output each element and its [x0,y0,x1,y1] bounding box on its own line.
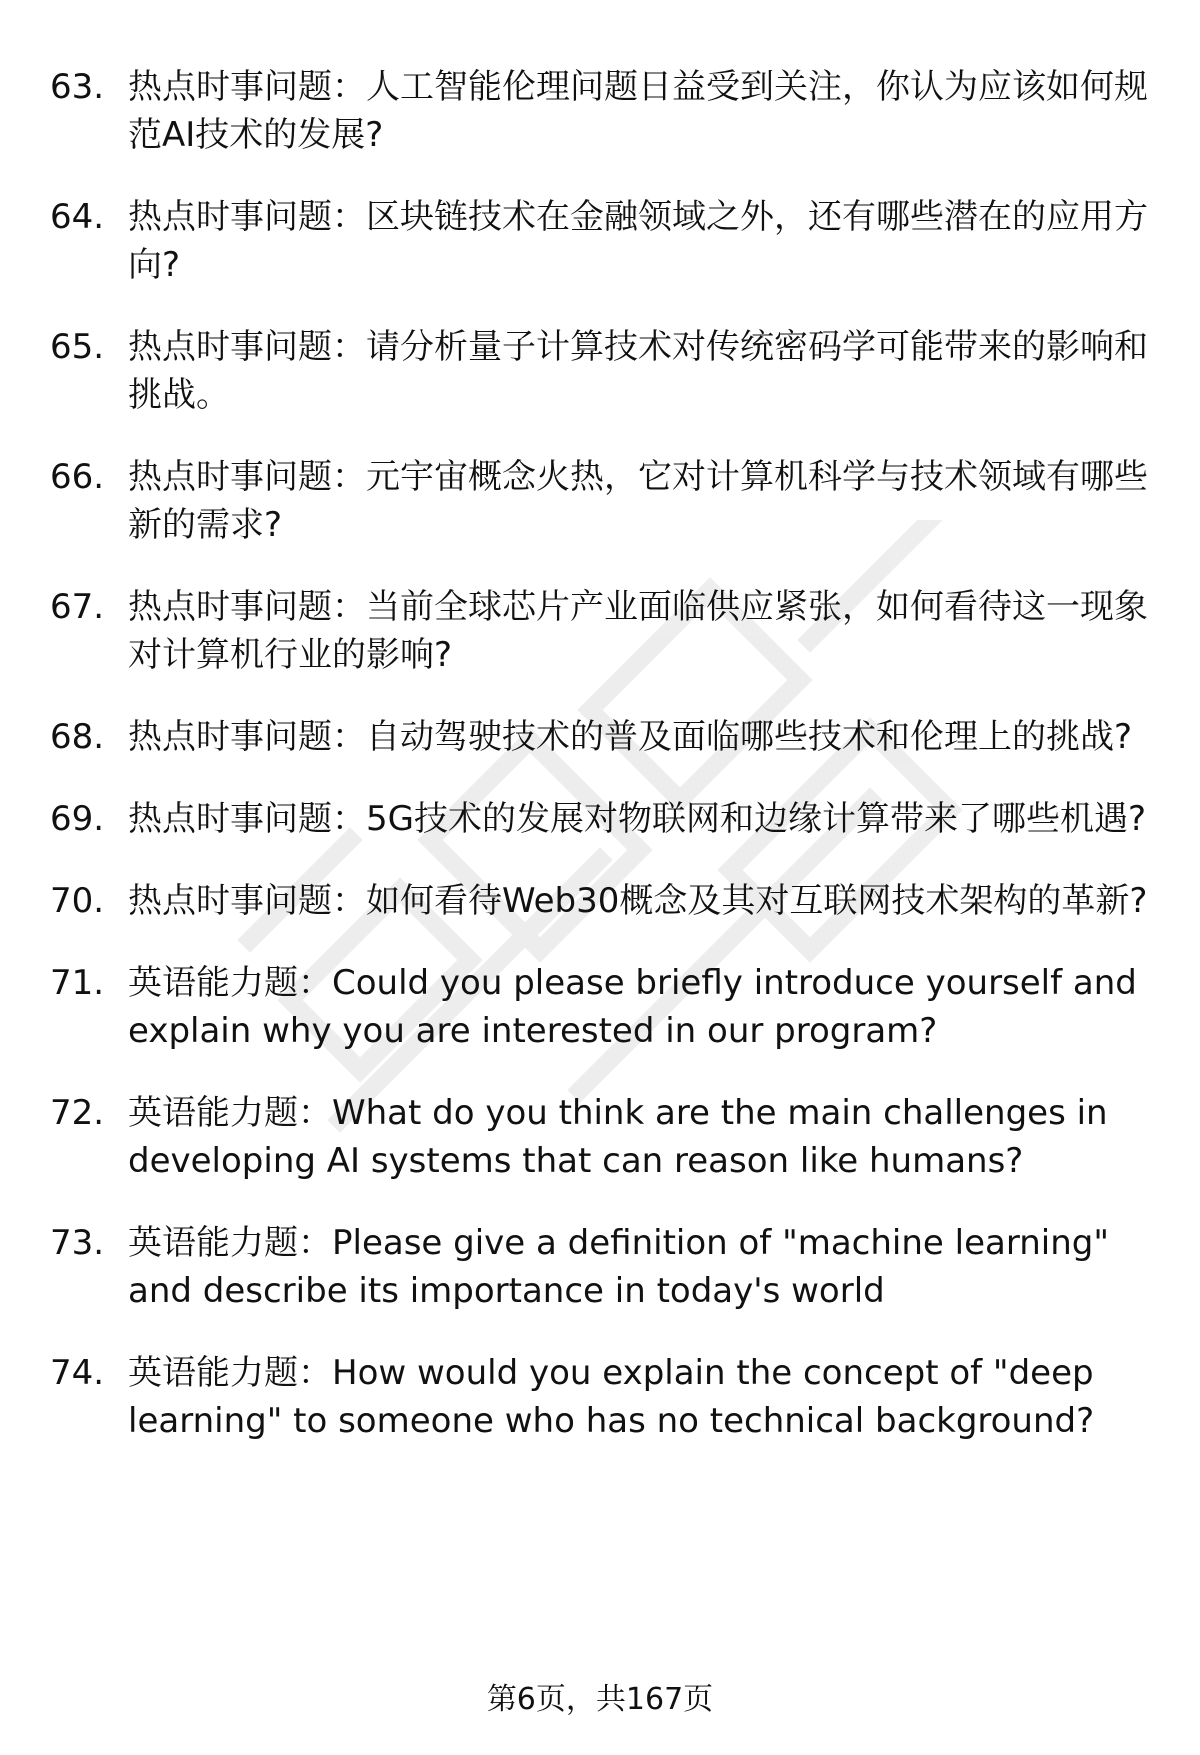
question-text: 英语能力题：How would you explain the concept of "deep learning" to someone who has no technical background? [128,1353,1095,1441]
page-footer [0,1680,1200,1720]
question-item-68 [50,713,1160,761]
question-text: 英语能力题：What do you think are the main challenges in developing AI systems that can reason like humans? [128,1093,1108,1181]
question-item-67 [50,583,1160,679]
question-text: 热点时事问题：自动驾驶技术的普及面临哪些技术和伦理上的挑战? [128,717,1133,757]
question-number: 70. [50,881,105,921]
question-item-65 [50,323,1160,419]
question-number: 72. [50,1093,105,1133]
question-number: 66. [50,457,105,497]
question-number: 73. [50,1223,105,1263]
page-number-label: 第6页，共167页 [486,1682,714,1717]
question-text: 英语能力题：Could you please briefly introduce yourself and explain why you are interested in our program? [128,963,1137,1051]
question-number: 65. [50,327,105,367]
question-item-64 [50,193,1160,289]
question-item-71 [50,959,1160,1055]
question-item-69 [50,795,1160,843]
question-item-72 [50,1089,1160,1185]
question-item-66 [50,453,1160,549]
question-text: 热点时事问题：当前全球芯片产业面临供应紧张，如何看待这一现象对计算机行业的影响? [128,587,1148,675]
question-list [50,63,1160,1479]
question-item-70 [50,877,1160,925]
question-text: 热点时事问题：区块链技术在金融领域之外，还有哪些潜在的应用方向? [128,197,1148,285]
question-number: 71. [50,963,105,1003]
question-text: 热点时事问题：元宇宙概念火热，它对计算机科学与技术领域有哪些新的需求? [128,457,1148,545]
question-text: 热点时事问题：如何看待Web30概念及其对互联网技术架构的革新? [128,881,1148,921]
question-number: 74. [50,1353,105,1393]
question-number: 67. [50,587,105,627]
question-item-73 [50,1219,1160,1315]
question-number: 68. [50,717,105,757]
question-text: 热点时事问题：请分析量子计算技术对传统密码学可能带来的影响和挑战。 [128,327,1148,415]
question-text: 热点时事问题：5G技术的发展对物联网和边缘计算带来了哪些机遇? [128,799,1147,839]
question-number: 63. [50,67,105,107]
question-number: 64. [50,197,105,237]
question-number: 69. [50,799,105,839]
question-item-74 [50,1349,1160,1445]
question-text: 英语能力题：Please give a definition of "machine learning" and describe its importance in today's world [128,1223,1109,1311]
question-text: 热点时事问题：人工智能伦理问题日益受到关注，你认为应该如何规范AI技术的发展? [128,67,1148,155]
question-item-63 [50,63,1160,159]
